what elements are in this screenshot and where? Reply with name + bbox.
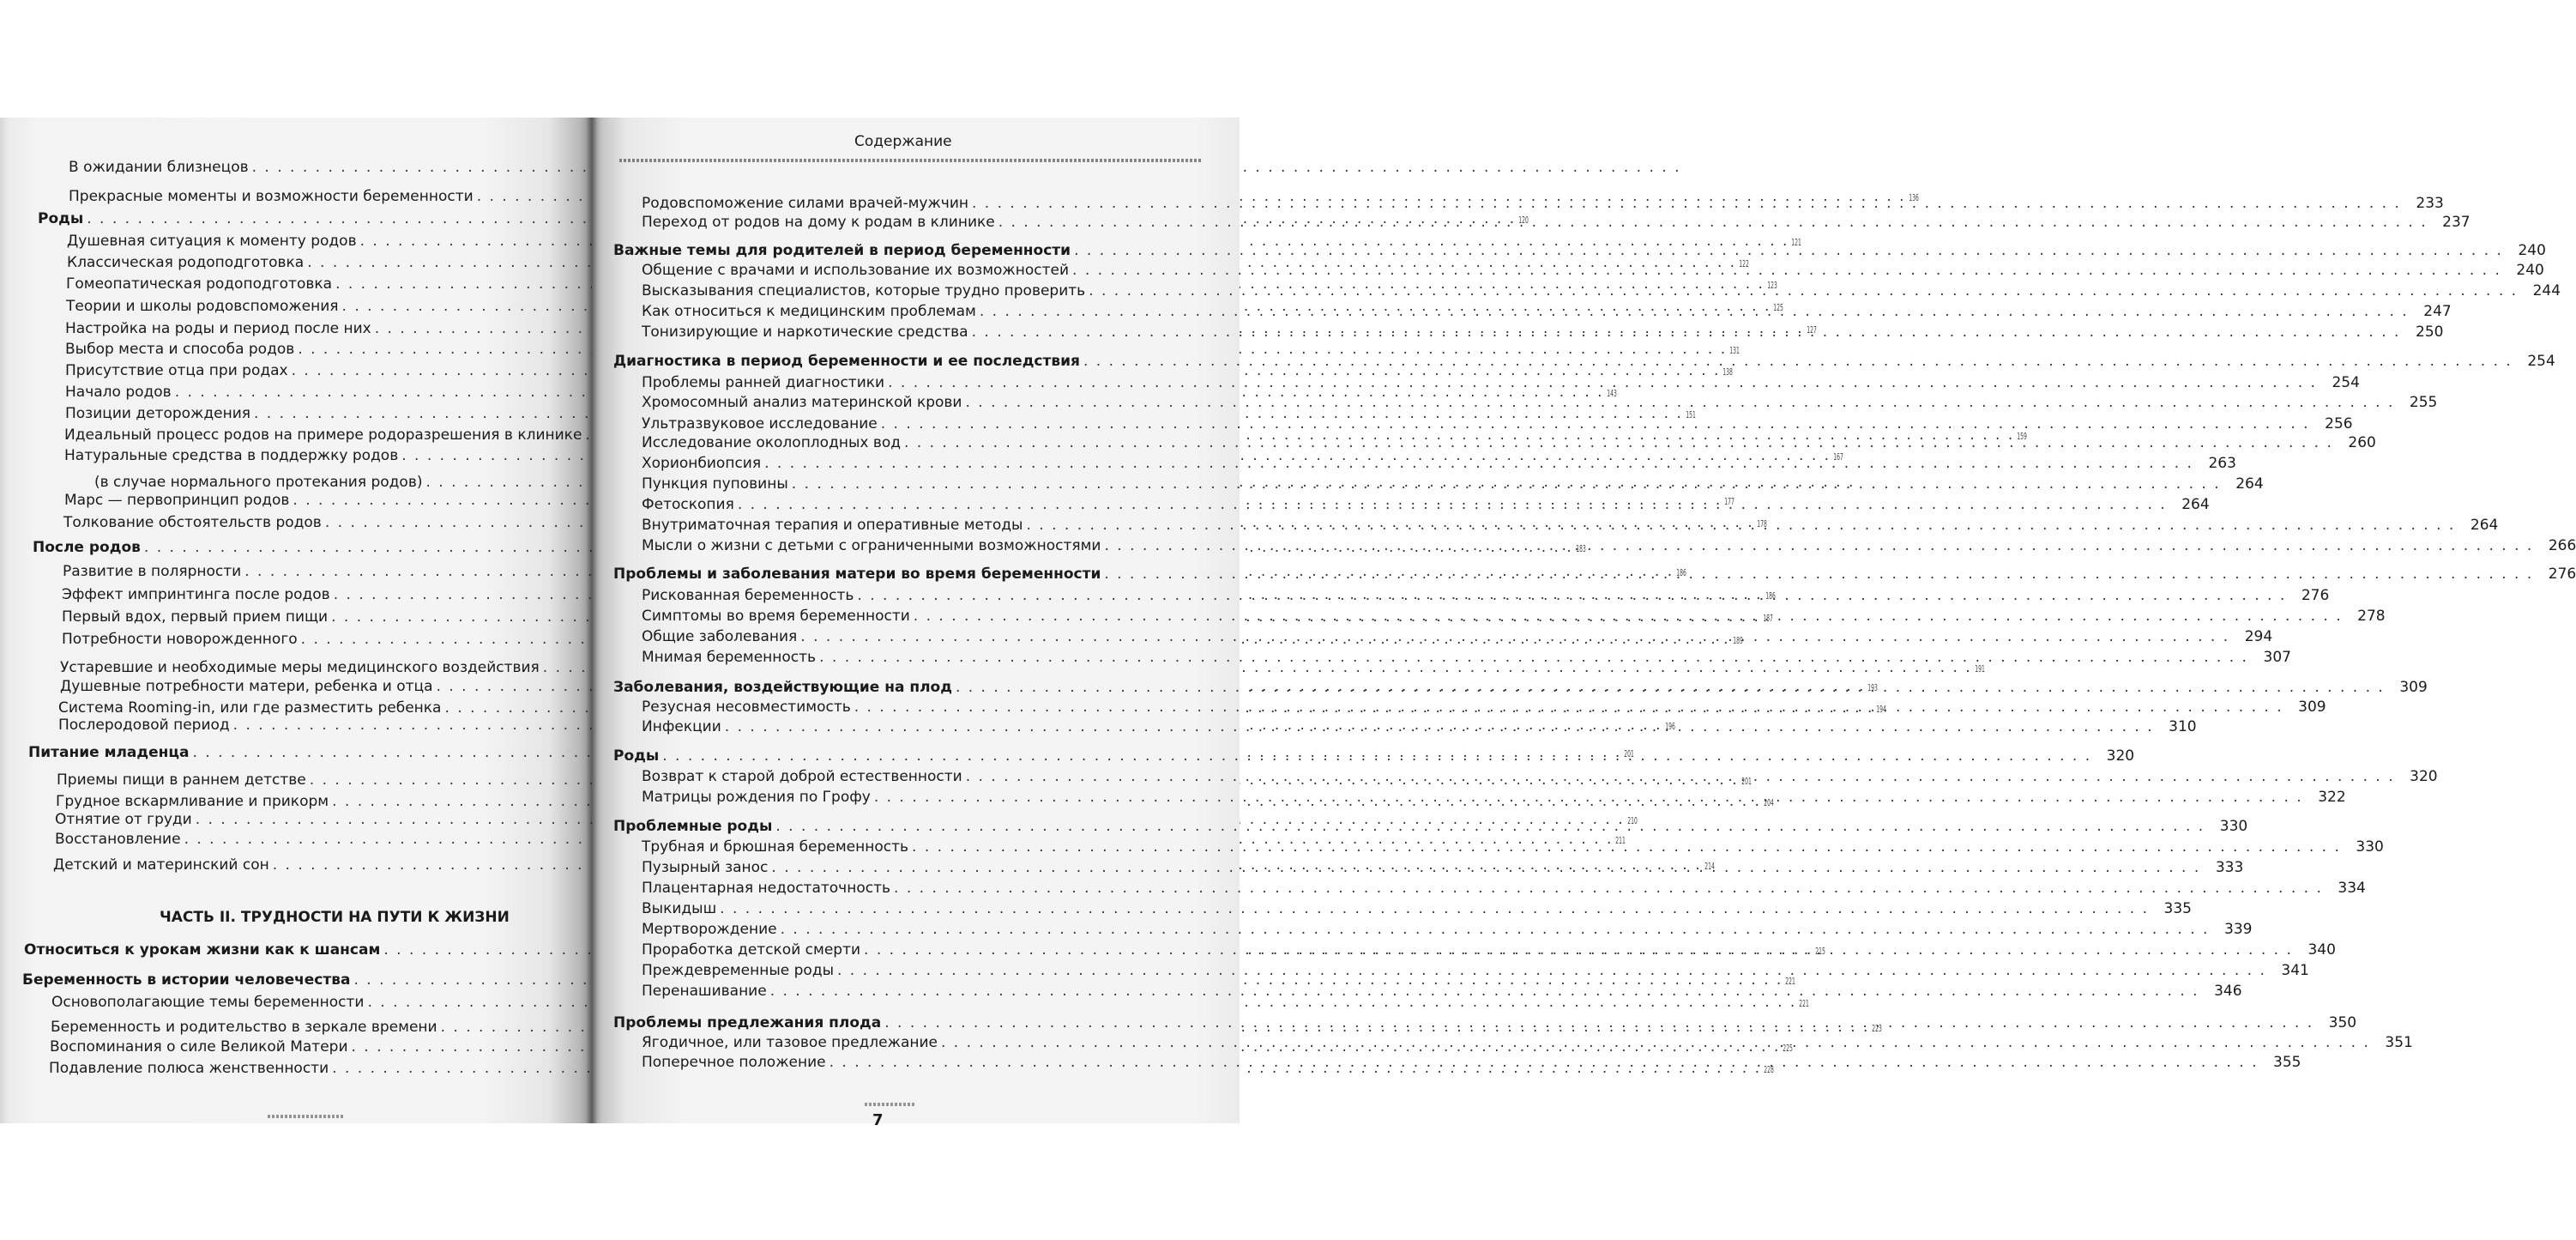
toc-page-number: 120 [1518,215,1529,226]
toc-entry-title: Как относиться к медицинским проблемам [642,303,976,320]
toc-entry-title: Присутствие отца при родах [65,362,288,379]
toc-page-number: 221 [1799,998,1810,1009]
dot-leader [826,1052,2259,1073]
toc-entry-title: Детский и материнский сон [53,856,269,874]
dot-leader [1069,260,2501,281]
dot-leader [788,474,2221,494]
toc-entry-title: Переход от родов на дому к родам в клинике [642,214,995,231]
toc-page-number: 125 [1773,302,1784,313]
toc-entry [51,992,1810,1013]
toc-entry-title: Диагностика в период беременности и ее последствия [613,353,1080,370]
toc-entry-title: Беременность в истории человечества [22,971,351,989]
toc-entry-title: Проблемные роды [613,818,773,835]
dot-leader [816,647,2248,668]
toc-page-number: 263 [2208,455,2236,472]
dot-leader [659,746,2091,766]
dot-leader [890,878,2323,898]
toc-entry [642,878,2366,898]
dot-leader [901,432,2333,453]
dot-leader [908,837,2341,857]
toc-page-number: 351 [2385,1034,2413,1051]
toc-page-number: 256 [2325,415,2353,432]
toc-entry-title: Важные темы для родителей в период беременности [613,242,1071,259]
toc-entry-title: Резусная несовместимость [642,699,851,716]
toc-page-number: 330 [2219,818,2248,835]
toc-entry-title: Плацентарная недостаточность [642,880,891,897]
toc-entry-title: Душевная ситуация к моменту родов [67,233,357,250]
toc-page-number: 122 [1739,258,1749,269]
toc-entry-title: Роды [38,210,84,227]
toc-page-number: 278 [2357,608,2386,625]
toc-page-number: 247 [2423,303,2452,320]
toc-page-number: 138 [1722,366,1734,378]
toc-page-number: 350 [2328,1014,2357,1031]
toc-entry-title: Матрицы рождения по Грофу [642,789,871,806]
toc-page-number: 136 [1908,192,1919,203]
toc-entry-title: Воспоминания о силе Великой Матери [50,1038,348,1056]
toc-page-number: 201 [1740,776,1752,787]
toc-entry-title: Отнятие от груди [55,811,192,828]
toc-entry [642,960,2309,981]
toc-entry-title: Выкидыш [642,900,717,917]
toc-entry [642,647,2291,668]
toc-entry-title: Трубная и брюшная беременность [642,838,909,856]
dot-leader [881,1013,2314,1033]
dot-leader [1101,535,2533,556]
bottom-ornament [268,1115,345,1118]
dot-leader [1101,564,2533,584]
toc-page-number: 244 [2532,282,2561,299]
toc-page-number: 260 [2348,434,2376,451]
toc-page-number: 264 [2235,475,2264,493]
toc-page-number: 193 [1867,682,1879,693]
toc-page-number: 223 [1872,1023,1883,1034]
toc-entry-title: Исследование околоплодных вод [642,434,901,451]
toc-page-number: 334 [2338,880,2366,897]
dot-leader [851,697,2283,717]
toc-entry-title: Инфекции [642,718,721,735]
toc-entry [69,157,257,178]
toc-page-number: 309 [2298,699,2326,716]
toc-page-number: 221 [1785,976,1796,987]
toc-entry-title: Потребности новорожденного [62,631,298,648]
toc-entry-title: Теории и школы родовспоможения [66,298,339,315]
toc-page-number: 204 [1764,797,1774,808]
toc-entry-title: Хорионбиопсия [642,455,762,472]
toc-entry-title: Начало родов [65,384,172,401]
toc-page-number: 340 [2308,941,2336,959]
toc-page-number: 255 [2409,394,2438,411]
toc-entry-title: Послеродовой период [58,717,230,734]
toc-entry [642,474,2264,494]
dot-leader [860,940,2293,960]
toc-entry-title: Роды [613,747,660,765]
toc-page-number: 214 [1704,861,1715,872]
dot-leader [1080,351,2513,372]
toc-entry-title: Проработка детской смерти [642,941,861,959]
bottom-ornament [865,1103,916,1106]
toc-entry [65,339,1740,360]
toc-entry-title: Ягодичное, или тазовое предлежание [642,1034,938,1051]
toc-page-number: 320 [2410,768,2438,785]
dot-leader [721,717,2154,737]
toc-page-number: 330 [2356,838,2384,856]
toc-entry-title: Марс — первопринцип родов [64,492,290,509]
dot-leader [968,322,2401,342]
toc-entry-title: Пузырный занос [642,859,769,876]
dot-leader [871,787,2303,808]
dot-leader [952,677,2385,698]
toc-entry-title: Проблемы предлежания плода [613,1014,882,1031]
toc-page-number: 186 [1676,567,1686,578]
toc-entry-title: Проблемы ранней диагностики [642,374,885,391]
toc-page-number: 233 [2416,195,2444,212]
running-header: Содержание [854,133,952,150]
toc-entry-title: Грудное вскармливание и прикорм [56,793,329,810]
dot-leader [962,766,2395,787]
dot-leader [834,960,2266,981]
toc-page-number: 177 [1724,496,1735,507]
dot-leader [797,626,2229,647]
toc-page-number: 322 [2318,789,2346,806]
toc-entry-title: Фетоскопия [642,496,734,513]
dot-leader [968,193,2401,214]
part-title: ЧАСТЬ II. ТРУДНОСТИ НА ПУТИ К ЖИЗНИ [160,909,510,926]
dot-leader [734,494,2167,515]
book-gutter [586,118,598,1123]
dot-leader [768,857,2200,878]
dot-leader [878,414,2310,434]
toc-page-number: 131 [1729,345,1740,356]
toc-page-number: 228 [1764,1064,1774,1075]
toc-entry-title: Подавление полюса женственности [49,1060,329,1077]
toc-page-number: 346 [2214,983,2242,1000]
toc-page-number: 143 [1606,388,1617,399]
toc-page-number: 201 [1624,748,1635,759]
toc-entry-title: Относиться к урокам жизни как к шансам [24,941,381,959]
toc-page-number: 183 [1576,543,1586,554]
toc-entry-title: Эффект импринтинга после родов [62,586,330,603]
dot-leader [767,981,2199,1001]
toc-entry-title: Основополагающие темы беременности [51,994,365,1011]
toc-entry-title: (в случае нормального протекания родов) [94,474,423,491]
dot-leader [777,919,2210,940]
toc-page-number: 276 [2301,587,2330,604]
toc-page-number: 355 [2273,1054,2302,1071]
dot-leader [962,392,2395,413]
toc-entry-title: Мертворождение [642,921,777,938]
toc-page-number: 191 [1974,663,1985,674]
dot-leader [938,1032,2370,1053]
toc-entry-title: Питание младенца [28,744,190,761]
toc-entry-title: Настройка на роды и период после них [65,320,371,337]
toc-entry-title: Ультразвуковое исследование [642,415,878,432]
toc-entry-title: Преждевременные роды [642,962,834,979]
toc-page-number: 210 [1626,815,1638,826]
toc-entry-title: Позиции деторождения [65,405,250,422]
toc-entry-title: Заболевания, воздействующие на плод [613,679,952,696]
dot-leader [854,585,2286,606]
dot-leader [772,816,2205,837]
toc-page-number: 178 [1757,518,1767,529]
toc-page-number: 189 [1732,635,1743,646]
toc-page-number: 335 [2163,900,2192,917]
toc-page-number: 341 [2281,962,2309,979]
toc-entry-title: Общение с врачами и использование их возможностей [642,262,1070,279]
toc-entry-title: Родовспоможение силами врачей-мужчин [642,195,968,212]
dot-leader [884,372,2317,393]
toc-entry-title: Толкование обстоятельств родов [63,514,322,531]
toc-entry-title: Высказывания специалистов, которые трудно проверить [642,282,1086,299]
toc-entry-title: Система Rooming-in, или где разместить ребенка [58,699,442,717]
toc-page-number: 320 [2106,747,2135,765]
toc-entry-title: Прекрасные моменты и возможности беременности [69,188,474,205]
toc-entry-title: Развитие в полярности [63,563,242,580]
toc-page-number: 250 [2416,324,2444,341]
toc-entry [642,919,2253,940]
page-number: 7 [872,1111,884,1129]
toc-entry-title: Восстановление [55,831,181,848]
toc-page-number: 254 [2332,374,2360,391]
toc-entry-title: Тонизирующие и наркотические средства [642,324,968,341]
toc-page-number: 237 [2442,214,2470,231]
toc-page-number: 196 [1664,721,1675,732]
dot-leader [1071,240,2503,261]
toc-page-number: 266 [2548,537,2576,554]
toc-entry-title: Беременность и родительство в зеркале времени [51,1019,437,1036]
toc-entry-title: Мнимая беременность [642,649,817,666]
dot-leader [910,606,2343,626]
toc-page-number: 225 [1783,1043,1794,1054]
toc-entry-title: Возврат к старой доброй естественности [642,768,962,785]
toc-page-number: 211 [1615,835,1626,846]
toc-page-number: 276 [2548,566,2576,583]
toc-entry-title: Перенашивание [642,983,767,1000]
dot-leader [1023,515,2455,535]
toc-page-number: 240 [2516,262,2544,279]
toc-page-number: 240 [2518,242,2546,259]
toc-page-number: 194 [1876,704,1887,715]
toc-page-number: 310 [2169,718,2197,735]
toc-entry-title: Симптомы во время беременности [642,608,910,625]
toc-entry-title: Рискованная беременность [642,587,854,604]
toc-entry-title: Первый вдох, первый прием пищи [62,608,329,626]
dot-leader [761,453,2193,474]
toc-page-number: 264 [2181,496,2210,513]
dot-leader [995,212,2428,233]
toc-entry-title: Выбор места и способа родов [65,341,295,358]
toc-entry-title: Мысли о жизни с детьми с ограниченными возможностями [642,537,1101,554]
toc-entry-title: Хромосомный анализ материнской крови [642,394,962,411]
toc-entry-title: Гомеопатическая родоподготовка [66,275,333,293]
toc-entry-title: Общие заболевания [642,628,798,645]
dot-leader [716,898,2149,919]
toc-page-number: 127 [1806,324,1817,336]
toc-page-number: 339 [2224,921,2253,938]
toc-entry-title: Душевные потребности матери, ребенка и отца [60,678,433,695]
toc-page-number: 121 [1791,237,1802,248]
toc-page-number: 123 [1767,280,1777,291]
dot-leader [1085,281,2518,301]
toc-entry-title: Проблемы и заболевания матери во время беременности [613,566,1101,583]
toc-entry-title: Натуральные средства в поддержку родов [64,447,399,464]
toc-page-number: 159 [2017,431,2028,442]
open-book [0,118,2576,1129]
toc-entry-title: Идеальный процесс родов на примере родоразрешения в клинике [64,426,582,444]
toc-entry-title: В ожидании близнецов [69,159,249,176]
header-rule [619,159,1203,162]
toc-entry-title: Внутриматочная терапия и оперативные методы [642,517,1023,534]
toc-page-number: 333 [2215,859,2244,876]
toc-entry-title: После родов [33,539,141,556]
toc-page-number: 167 [1833,451,1843,463]
toc-entry [642,898,2192,919]
toc-page-number: 254 [2527,353,2555,370]
toc-page-number: 215 [1815,946,1826,957]
toc-entry-title: Классическая родоподготовка [67,254,305,271]
toc-page-number: 187 [1763,613,1773,624]
toc-page-number: 264 [2470,517,2499,534]
dot-leader [976,301,2409,322]
toc-entry-title: Поперечное положение [642,1054,826,1071]
toc-page-number: 307 [2263,649,2291,666]
toc-entry-title: Пункция пуповины [642,475,788,493]
toc-page-number: 186 [1765,590,1776,602]
toc-page-number: 309 [2399,679,2428,696]
toc-page-number: 151 [1686,409,1696,420]
toc-entry-title: Устаревшие и необходимые меры медицинского воздействия [60,659,540,676]
toc-page-number: 294 [2244,628,2273,645]
toc-entry-title: Приемы пищи в раннем детстве [57,771,306,789]
